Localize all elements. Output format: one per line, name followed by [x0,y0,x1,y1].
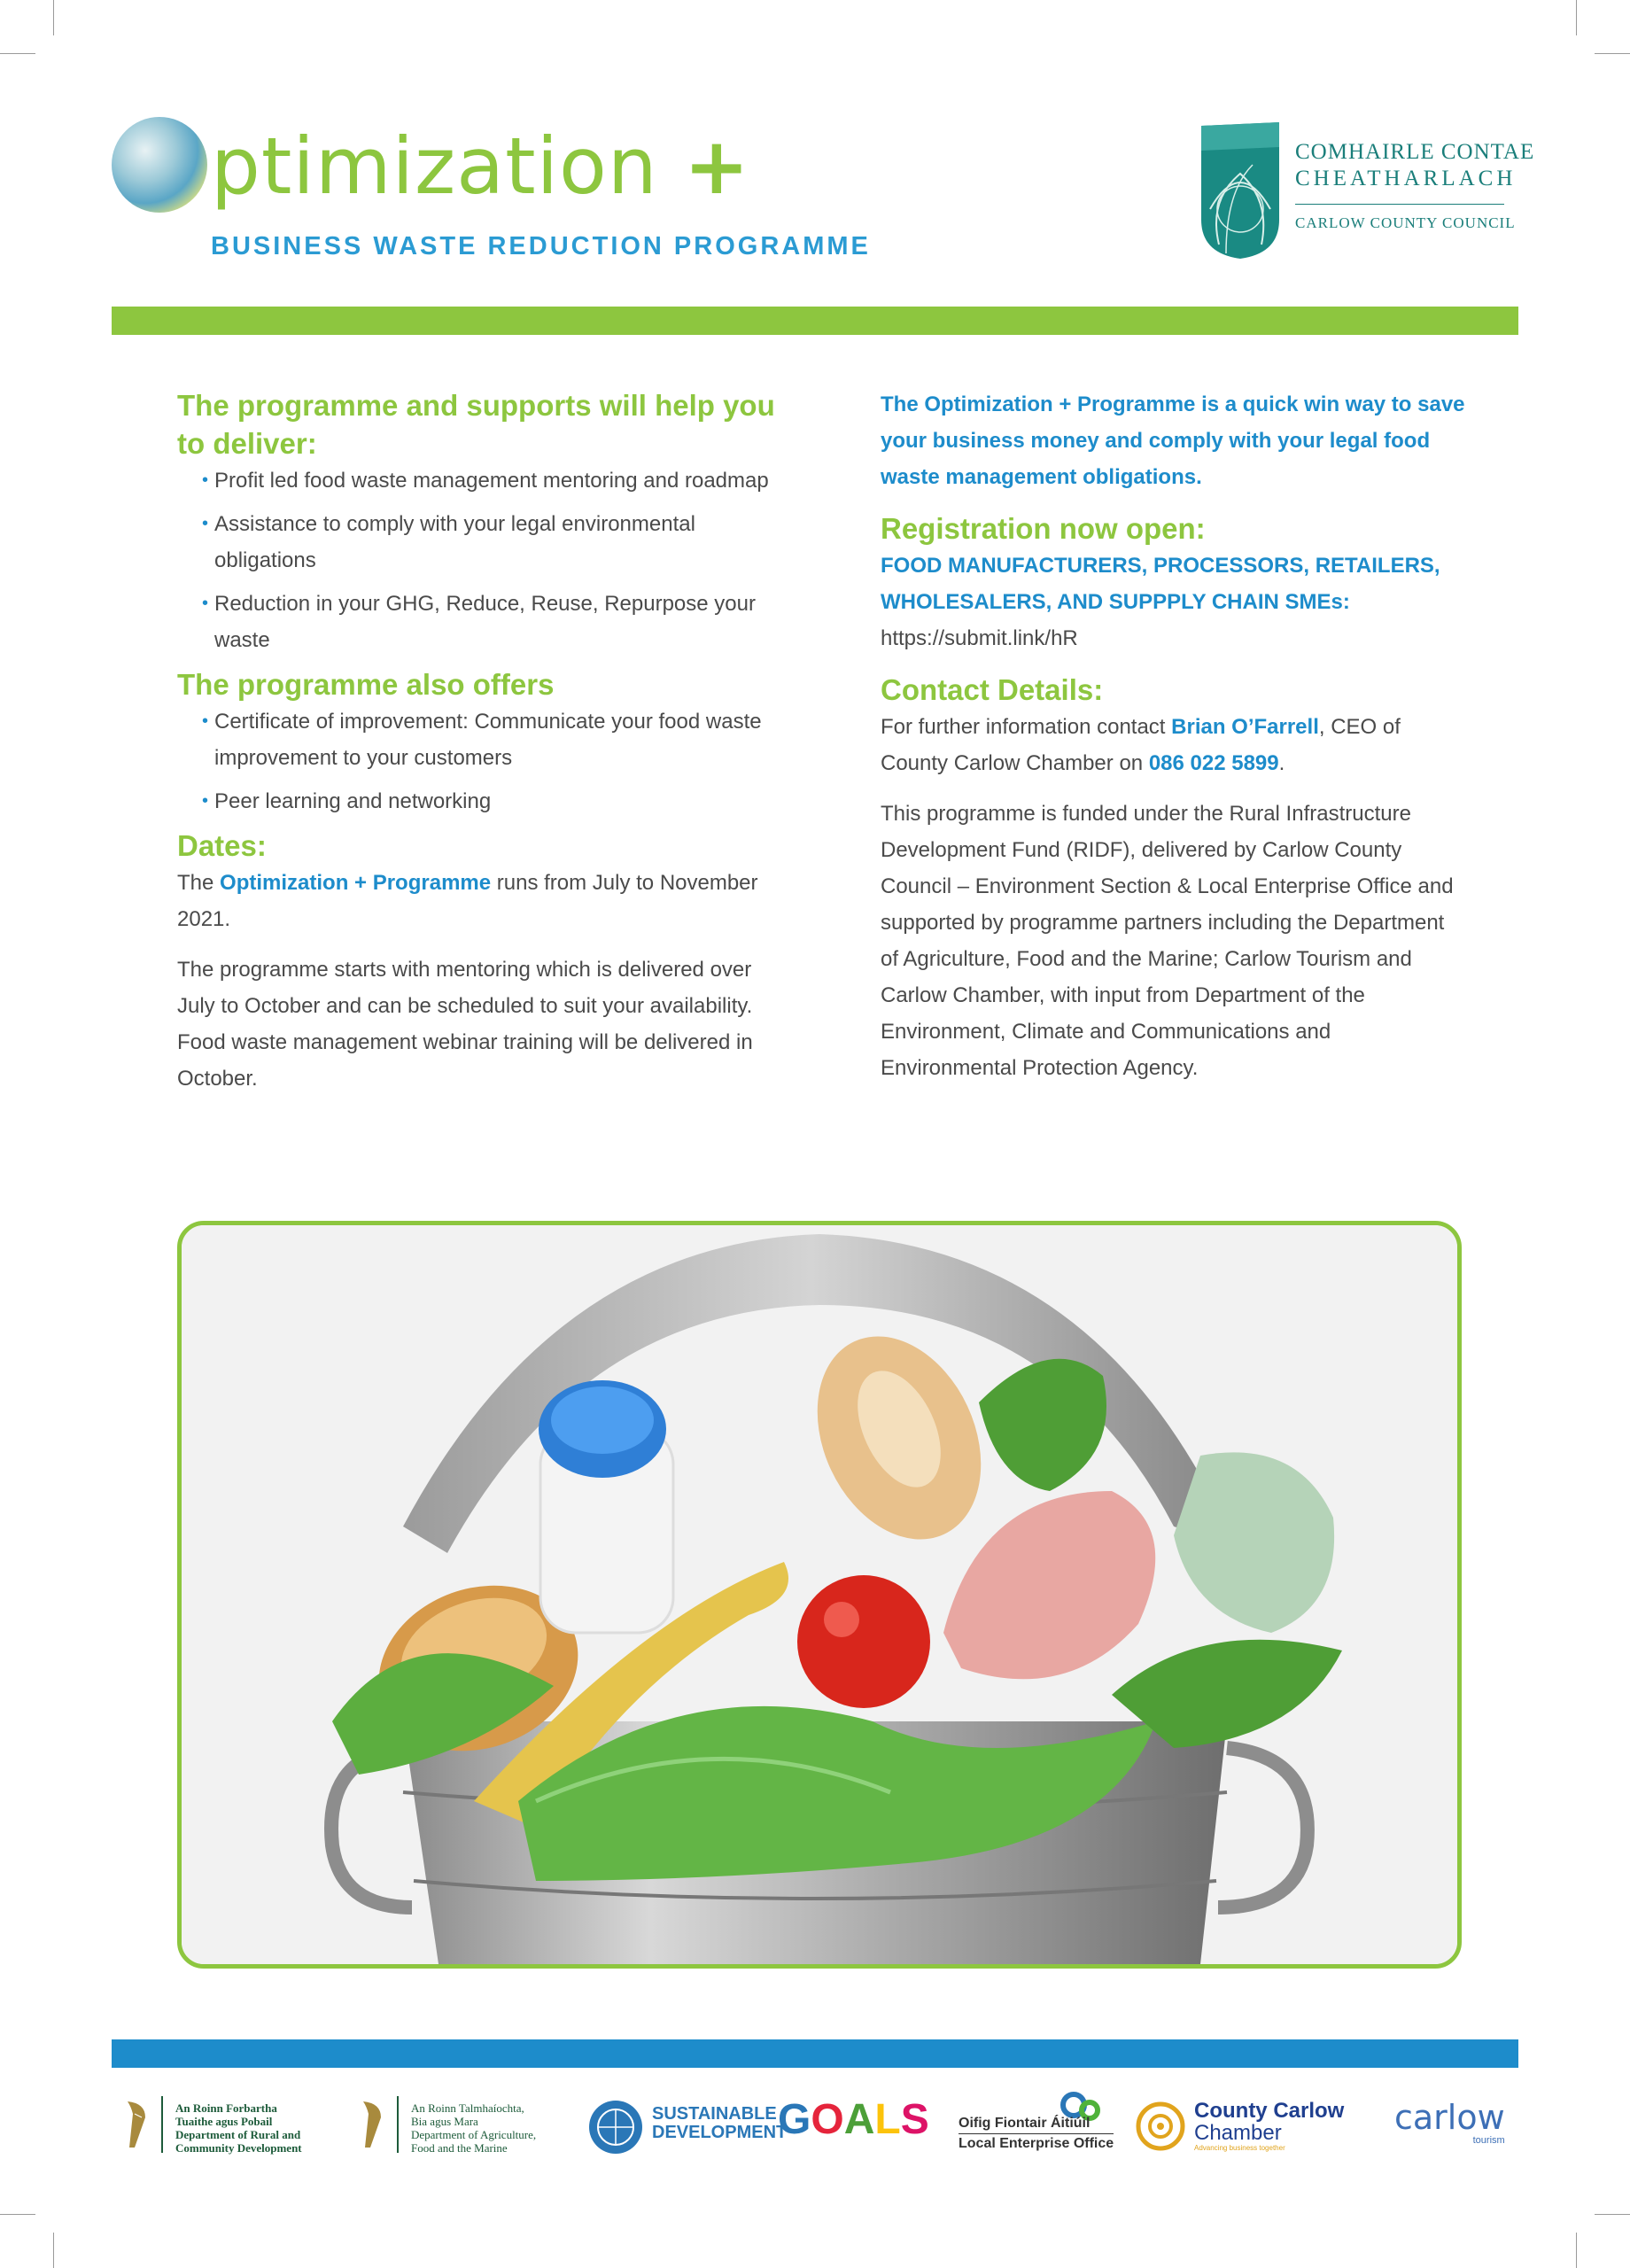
council-name-irish-line1: COMHAIRLE CONTAE [1295,140,1535,164]
funding-paragraph: This programme is funded under the Rural Infrastructure Development Fund (RIDF), delivered by Carlow County Council – Environment Section & Local Enterprise Office and supported by programme partners including the Department of Agriculture, Food and the Marine; Carlow Tourism and Carlow Chamber, with input from Department of the Environment, Climate and Communications and Environmental Protection Agency. [881,802,1454,1080]
schedule-paragraph: The programme starts with mentoring which is delivered over July to October and can be scheduled to suit your availability. Food waste management webinar training will be delivered in October. [177,958,753,1091]
sdg-goals-wordmark [778,2098,929,2142]
chamber-tagline: Advancing business together [1194,2144,1285,2152]
dept-name: Department of Agriculture, [411,2128,537,2141]
dates-text: runs from July to November 2021. [177,871,758,931]
contact-text: , CEO of County Carlow Chamber on [881,715,1401,775]
dept-name: An Roinn Forbartha [175,2101,277,2115]
council-name-irish-line2: CHEATHARLACH [1295,167,1517,190]
dept-name: An Roinn Talmhaíochta, [411,2101,524,2115]
un-emblem-icon [588,2100,643,2155]
list-item: • Certificate of improvement: Communicate your food waste improvement to your customers [177,703,780,776]
supports-heading: The programme and supports will help you to deliver: [177,389,775,460]
contact-phone[interactable]: 086 022 5899 [1148,751,1279,775]
logo-divider [397,2096,399,2153]
harp-icon [358,2100,384,2149]
crop-mark [53,2233,54,2268]
carlow-tourism-logo [1394,2100,1505,2146]
contact-text: For further information contact [881,715,1172,739]
dept-name: Tuaithe agus Pobail [175,2115,273,2128]
supports-list [177,462,780,658]
tourism-label: tourism [1472,2135,1505,2146]
logo-subtitle: BUSINESS WASTE REDUCTION PROGRAMME [211,232,871,260]
crop-mark [1576,2233,1577,2268]
logo-wordmark: ptimization [211,120,658,212]
intro-paragraph: The Optimization + Programme is a quick win way to save your business money and comply with your legal food waste management obligations. [881,392,1465,489]
crop-mark [53,0,54,35]
sdg-goals-letter: A [843,2096,875,2143]
chamber-logo [1194,2100,1344,2153]
contact-name: Brian O’Farrell [1171,715,1319,739]
crop-mark [1595,53,1630,54]
programme-name: Optimization + Programme [220,871,492,895]
dept-name: Department of Rural and [175,2128,301,2141]
contact-heading: Contact Details: [881,673,1104,706]
tourism-wordmark: carlow [1394,2098,1505,2137]
leo-logo [959,2114,1114,2154]
sdg-goals-letter: L [874,2096,901,2143]
dept-name: Bia agus Mara [411,2115,478,2128]
chamber-name: Chamber [1194,2121,1282,2145]
dates-paragraph [177,865,780,937]
header-green-bar [112,307,1518,335]
offers-list [177,703,780,819]
council-name-english: CARLOW COUNTY COUNCIL [1295,214,1516,231]
right-column [881,386,1465,1086]
dept-name: Food and the Marine [411,2141,508,2155]
dept-name: Community Development [175,2141,302,2155]
dept-rural-logo [175,2101,302,2155]
crop-mark [1595,2214,1630,2215]
left-column [177,386,780,1097]
list-item: • Assistance to comply with your legal environmental obligations [177,506,780,579]
contact-text: . [1278,751,1285,775]
crop-mark [1576,0,1577,35]
dates-heading: Dates: [177,829,267,862]
harp-icon [122,2100,149,2149]
leo-name: Oifig Fiontair Áitiúil [959,2114,1114,2134]
logo-divider [161,2096,163,2153]
food-waste-illustration [182,1225,1457,1964]
food-waste-bin-photo [177,1221,1462,1969]
registration-link[interactable]: https://submit.link/hR [881,626,1078,650]
list-item: • Reduction in your GHG, Reduce, Reuse, Repurpose your waste [177,586,780,658]
chamber-name: County Carlow [1194,2099,1345,2123]
council-divider [1295,204,1504,205]
sdg-logo [652,2105,787,2142]
offers-heading: The programme also offers [177,668,555,701]
sdg-goals-letter: G [778,2096,811,2143]
registration-heading: Registration now open: [881,512,1206,545]
sdg-text: SUSTAINABLE [652,2104,777,2124]
list-item: • Profit led food waste management mentoring and roadmap [177,462,780,499]
crop-mark [0,2214,35,2215]
contact-paragraph [881,709,1465,781]
chamber-emblem-icon [1136,2101,1185,2151]
sdg-goals-letter: O [811,2096,844,2143]
footer-blue-bar [112,2039,1518,2068]
logo-plus: + [684,120,749,212]
dept-agriculture-logo [411,2101,536,2155]
dates-text: The [177,871,221,895]
sdg-goals-letter: S [900,2096,929,2143]
list-item: • Peer learning and networking [177,783,780,819]
globe-logo-icon [112,117,207,213]
council-crest-icon [1199,120,1281,260]
crop-mark [0,53,35,54]
sdg-text: DEVELOPMENT [652,2123,788,2142]
leo-name: Local Enterprise Office [959,2136,1114,2151]
registration-target: FOOD MANUFACTURERS, PROCESSORS, RETAILERS, WHOLESALERS, AND SUPPPLY CHAIN SMEs: [881,554,1440,614]
